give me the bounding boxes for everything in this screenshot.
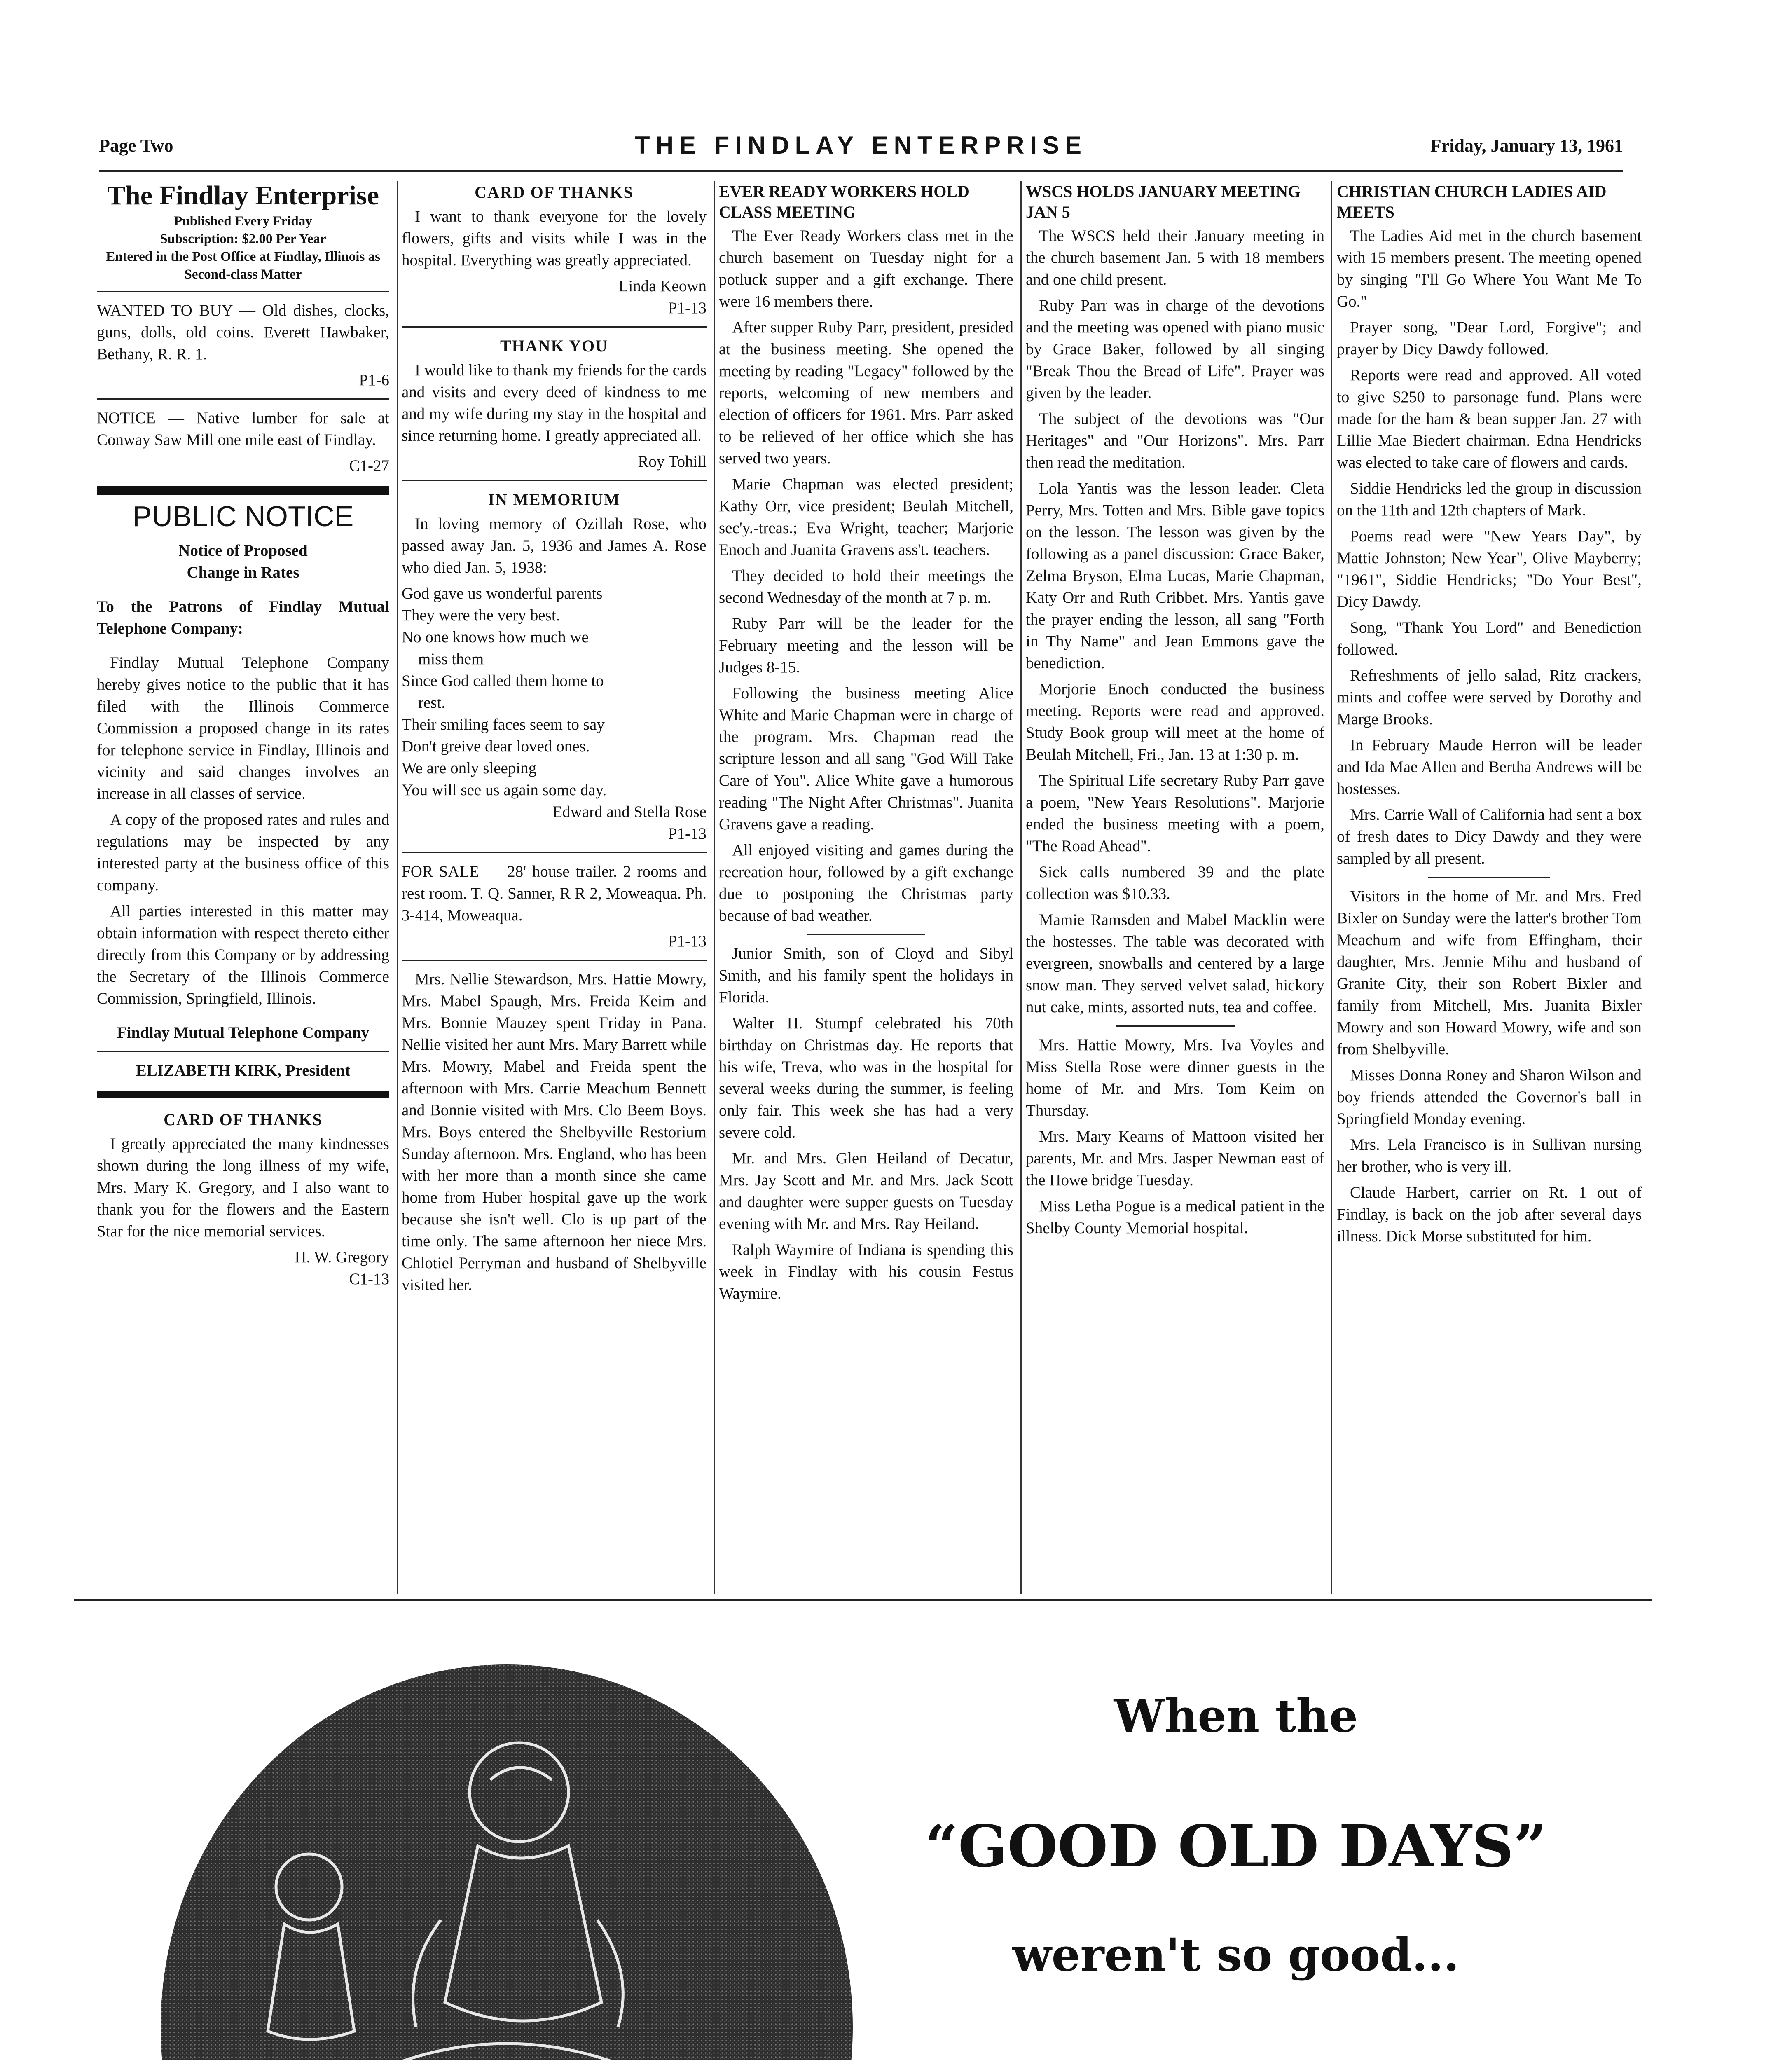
column-3 <box>719 181 1013 1309</box>
section-rule <box>74 1599 1652 1601</box>
header-rule <box>99 170 1623 172</box>
ad-headline-1: When the <box>1114 1689 1358 1742</box>
card-of-thanks-text: I greatly appreciated the many kindnesses shown during the long illness of my wife, Mrs. Mary K. Gregory, and I also want to thank you for the flowers and the Eastern Star for the nice memorial services. <box>97 1135 389 1240</box>
article-paragraph: After supper Ruby Parr, president, presided at the business meeting. She opened the meeting by reading "Legacy" followed by the reports, welcoming of new members and election of officers for 1961. Mrs. Parr asked to be relieved of her office which she has served two years. <box>719 318 1013 467</box>
news-paragraph: Misses Donna Roney and Sharon Wilson and boy friends attended the Governor's ball in Springfield Monday evening. <box>1337 1066 1642 1128</box>
article-paragraph: Following the business meeting Alice White and Marie Chapman were in charge of the program. Mrs. Chapman read the scripture lesson and all sang "God Will Take Care of You". Alice White gave a humorous reading "The Night After Christmas". Juanita Gravens gave a reading. <box>719 684 1013 833</box>
article-paragraph: In February Maude Herron will be leader and Ida Mae Allen and Bertha Andrews will be hostesses. <box>1337 736 1642 798</box>
article-headline: EVER READY WORKERS HOLD CLASS MEETING <box>719 182 969 221</box>
classified-wanted: WANTED TO BUY — Old dishes, clocks, guns, dolls, old coins. Everett Hawbaker, Bethany, R. R. 1. <box>97 302 389 363</box>
ad-headline-3: weren't so good... <box>1012 1928 1460 1981</box>
thank-you-heading: THANK YOU <box>500 337 608 355</box>
card-of-thanks-heading: CARD OF THANKS <box>164 1110 323 1129</box>
article-paragraph: Sick calls numbered 39 and the plate collection was $10.33. <box>1026 863 1324 903</box>
notice-subhead: Notice of Proposed <box>178 542 308 559</box>
notice-signature: Findlay Mutual Telephone Company <box>117 1024 370 1042</box>
notice-subhead: Change in Rates <box>187 564 299 581</box>
news-paragraph: Ralph Waymire of Indiana is spending this week in Findlay with his cousin Festus Waymire. <box>719 1241 1013 1302</box>
card-of-thanks-text: I want to thank everyone for the lovely flowers, gifts and visits while I was in the hospital. Everything was greatly appreciated. <box>402 208 707 269</box>
ad-code: P1-13 <box>668 299 707 317</box>
ad-illustration <box>136 1656 882 2060</box>
article-paragraph: The subject of the devotions was "Our Heritages" and "Our Horizons". Mrs. Parr then read the meditation. <box>1026 410 1324 471</box>
page-header <box>99 131 1623 160</box>
ad-headline-2: “GOOD OLD DAYS” <box>925 1813 1547 1880</box>
notice-paragraph: A copy of the proposed rates and rules and regulations may be inspected by any interested party at the business office of this company. <box>97 811 389 894</box>
news-paragraph: Mrs. Lela Francisco is in Sullivan nursing her brother, who is very ill. <box>1337 1136 1642 1175</box>
article-paragraph: Siddie Hendricks led the group in discussion on the 11th and 12th chapters of Mark. <box>1337 480 1642 519</box>
column-5 <box>1337 181 1642 1251</box>
poem-line: You will see us again some day. <box>402 781 607 799</box>
article-paragraph: Prayer song, "Dear Lord, Forgive"; and prayer by Dicy Dawdy followed. <box>1337 318 1642 358</box>
thank-you-signature: Roy Tohill <box>638 453 707 471</box>
column-divider <box>397 181 398 1594</box>
column-1 <box>97 181 389 1295</box>
ad-code: P1-13 <box>668 932 707 950</box>
divider <box>97 1051 389 1052</box>
divider <box>402 326 707 328</box>
thick-divider <box>97 486 389 495</box>
notice-paragraph: All parties interested in this matter may obtain information with respect thereto either directly from this Company or by addressing the Secretary of the Illinois Commerce Commission, Springfield, Illinois. <box>97 902 389 1007</box>
article-paragraph: Reports were read and approved. All voted to give $250 to parsonage fund. Plans were made for the ham & bean supper Jan. 27 with Lillie Mae Biedert chairman. Edna Hendricks was elected to take care of flowers and cards. <box>1337 366 1642 471</box>
oval-background <box>161 1664 853 2060</box>
news-paragraph: Mrs. Hattie Mowry, Mrs. Iva Voyles and Miss Stella Rose were dinner guests in the home of Mr. and Mrs. Tom Keim on Thursday. <box>1026 1036 1324 1119</box>
column-divider <box>1020 181 1022 1594</box>
notice-signature: ELIZABETH KIRK, President <box>136 1062 351 1079</box>
short-divider <box>807 934 925 935</box>
pub-line: Published Every Friday <box>174 214 312 229</box>
poem-line: Their smiling faces seem to say <box>402 716 605 733</box>
article-paragraph: Refreshments of jello salad, Ritz crackers, mints and coffee were served by Dorothy and Marge Brooks. <box>1337 667 1642 728</box>
article-paragraph: Morjorie Enoch conducted the business meeting. Reports were read and approved. Study Book group will meet at the home of Beulah Mitchell, Fri., Jan. 13 at 1:30 p. m. <box>1026 680 1324 763</box>
notice-paragraph: Findlay Mutual Telephone Company hereby gives notice to the public that it has filed with the Illinois Commerce Commission a proposed change in its rates for telephone service in Findlay, Illinois and vicinity and said changes involves an increase in all classes of service. <box>97 654 389 803</box>
ad-code: C1-13 <box>349 1270 389 1288</box>
news-paragraph: Miss Letha Pogue is a medical patient in the Shelby County Memorial hospital. <box>1026 1197 1324 1237</box>
thick-divider <box>97 1091 389 1098</box>
article-paragraph: The WSCS held their January meeting in the church basement Jan. 5 with 18 members and one child present. <box>1026 227 1324 288</box>
article-paragraph: Lola Yantis was the lesson leader. Cleta Perry, Mrs. Totten and Mrs. Bible gave topics on the lesson. The lesson was given by the following as a panel discussion: Grace Baker, Zelma Bryson, Elma Lucas, Marie Chapman, Katy Orr and Ruth Cribbet. Mrs. Yantis gave the prayer ending the lesson, all sang "Forth in Thy Name" and Jean Emmons gave the benediction. <box>1026 480 1324 672</box>
article-paragraph: All enjoyed visiting and games during the recreation hour, followed by a gift exchange due to postponing the Christmas party because of bad weather. <box>719 841 1013 925</box>
article-paragraph: The Ever Ready Workers class met in the church basement on Tuesday night for a potluck supper and a gift exchange. There were 16 members there. <box>719 227 1013 310</box>
column-divider <box>714 181 715 1594</box>
poem-line: They were the very best. <box>402 606 560 624</box>
poem-line: Since God called them home to <box>402 672 604 690</box>
poem-line: We are only sleeping <box>402 759 537 777</box>
article-paragraph: Song, "Thank You Lord" and Benediction followed. <box>1337 619 1642 658</box>
article-headline: CHRISTIAN CHURCH LADIES AID MEETS <box>1337 182 1607 221</box>
thank-you-text: I would like to thank my friends for the cards and visits and every deed of kindness to me and my wife during my stay in the hospital and since returning home. I greatly appreciated all. <box>402 361 707 445</box>
ad-code: P1-6 <box>359 371 389 389</box>
article-paragraph: Poems read were "New Years Day", by Mattie Johnston; New Year", Olive Mayberry; "1961", Siddie Hendricks; "Do Your Best", Dicy Dawdy. <box>1337 527 1642 611</box>
pub-line: Subscription: $2.00 Per Year <box>160 232 326 246</box>
memoriam-signature: Edward and Stella Rose <box>552 803 707 821</box>
memoriam-heading: IN MEMORIUM <box>488 490 620 509</box>
news-paragraph: Junior Smith, son of Cloyd and Sibyl Smith, and his family spent the holidays in Florida. <box>719 945 1013 1006</box>
card-signature: Linda Keown <box>618 277 707 295</box>
classified-lumber: NOTICE — Native lumber for sale at Conway Saw Mill one mile east of Findlay. <box>97 409 389 449</box>
article-paragraph: Marie Chapman was elected president; Kathy Orr, vice president; Beulah Mitchell, sec'y.-treas.; Eva Wright, teacher; Marjorie Enoch and Juanita Gravens ass't. teachers. <box>719 475 1013 559</box>
article-paragraph: Ruby Parr was in charge of the devotions and the meeting was opened with piano music by Grace Baker, followed by all singing "Break Thou the Bread of Life". Prayer was given by the leader. <box>1026 297 1324 402</box>
column-divider <box>1331 181 1332 1594</box>
news-paragraph: Mrs. Nellie Stewardson, Mrs. Hattie Mowry, Mrs. Mabel Spaugh, Mrs. Freida Keim and Mrs. Bonnie Mauzey spent Friday in Pana. Nellie visited her aunt Mrs. Mary Barrett while Mrs. Mowry, Mabel and Freida spent the afternoon with Mrs. Carrie Meachum Bennett and Bonnie visited with Mrs. Clo Beem Boys. Mrs. Boys entered the Shelbyville Restorium Sunday afternoon. Mrs. England, who has been with her more than a month since she came home from Huber hospital gave up the work because she isn't well. Clo is up part of the time only. The same afternoon her niece Mrs. Chlotiel Perryman and husband of Shelbyville visited her. <box>402 970 707 1294</box>
news-paragraph: Claude Harbert, carrier on Rt. 1 out of Findlay, is back on the job after several days illness. Dick Morse substituted for him. <box>1337 1184 1642 1245</box>
article-paragraph: Mrs. Carrie Wall of California had sent a box of fresh dates to Dicy Dawdy and they were sampled by all present. <box>1337 806 1642 867</box>
notice-salutation: To the Patrons of Findlay Mutual Telephone Company: <box>97 598 389 637</box>
masthead: The Findlay Enterprise <box>107 180 379 211</box>
poem-line: rest. <box>418 694 446 712</box>
newspaper-title: THE FINDLAY ENTERPRISE <box>634 131 1088 159</box>
news-paragraph: Walter H. Stumpf celebrated his 70th birthday on Christmas day. He reports that his wife, Treva, who was in the hospital for several weeks during the summer, is feeling only fair. This week she has had a very severe cold. <box>719 1014 1013 1141</box>
column-4 <box>1026 181 1324 1243</box>
card-of-thanks-heading: CARD OF THANKS <box>475 183 634 201</box>
article-paragraph: The Spiritual Life secretary Ruby Parr gave a poem, "New Years Resolutions". Marjorie ended the business meeting with a poem, "The Road Ahead". <box>1026 772 1324 855</box>
article-paragraph: They decided to hold their meetings the second Wednesday of the month at 7 p. m. <box>719 567 1013 606</box>
news-paragraph: Mrs. Mary Kearns of Mattoon visited her parents, Mr. and Mrs. Jasper Newman east of the Howe bridge Tuesday. <box>1026 1128 1324 1189</box>
divider <box>402 480 707 481</box>
poem-line: God gave us wonderful parents <box>402 585 603 602</box>
classified-for-sale: FOR SALE — 28' house trailer. 2 rooms and rest room. T. Q. Sanner, R R 2, Moweaqua. Ph. 3-414, Moweaqua. <box>402 863 707 924</box>
article-paragraph: Ruby Parr will be the leader for the February meeting and the lesson will be Judges 8-15. <box>719 615 1013 676</box>
article-paragraph: Mamie Ramsden and Mabel Macklin were the hostesses. The table was decorated with evergreen, snowballs and centered by a large snow man. They served velvet salad, hickory nut cake, mints, assorted nuts, tea and coffee. <box>1026 911 1324 1016</box>
news-paragraph: Mr. and Mrs. Glen Heiland of Decatur, Mrs. Jay Scott and Mr. and Mrs. Jack Scott and daughter were supper guests on Tuesday evening with Mr. and Mrs. Ray Heiland. <box>719 1149 1013 1233</box>
column-2 <box>402 181 707 1300</box>
pub-line: Entered in the Post Office at Findlay, Illinois as Second-class Matter <box>106 249 380 282</box>
news-paragraph: Visitors in the home of Mr. and Mrs. Fred Bixler on Sunday were the latter's brother Tom Meachum and wife from Effingham, their daughter, Mrs. Jennie Mihu and husband of Granite City, their son Robert Bixler and family from Mitchell, Mrs. Juanita Bixler Mowry and son Howard Mowry, wife and son from Shelbyville. <box>1337 887 1642 1058</box>
short-divider <box>1116 1025 1235 1027</box>
publication-info <box>97 213 389 283</box>
short-divider <box>1428 877 1550 878</box>
card-signature: H. W. Gregory <box>295 1248 389 1266</box>
poem-line: Don't greive dear loved ones. <box>402 737 590 755</box>
public-notice-heading: PUBLIC NOTICE <box>132 500 354 532</box>
divider <box>402 852 707 853</box>
divider <box>402 960 707 961</box>
poem-line: miss them <box>418 650 484 668</box>
divider <box>97 291 389 292</box>
article-paragraph: The Ladies Aid met in the church basement with 15 members present. The meeting opened by singing "I'll Go Where You Want Me To Go." <box>1337 227 1642 310</box>
article-headline: WSCS HOLDS JANUARY MEETING JAN 5 <box>1026 182 1301 221</box>
page-label: Page Two <box>99 136 173 156</box>
ad-code: P1-13 <box>668 825 707 843</box>
poem-line: No one knows how much we <box>402 628 589 646</box>
ad-code: C1-27 <box>349 457 389 475</box>
issue-date: Friday, January 13, 1961 <box>1430 136 1623 156</box>
memoriam-text: In loving memory of Ozillah Rose, who passed away Jan. 5, 1936 and James A. Rose who died Jan. 5, 1938: <box>402 515 707 576</box>
divider <box>97 398 389 400</box>
